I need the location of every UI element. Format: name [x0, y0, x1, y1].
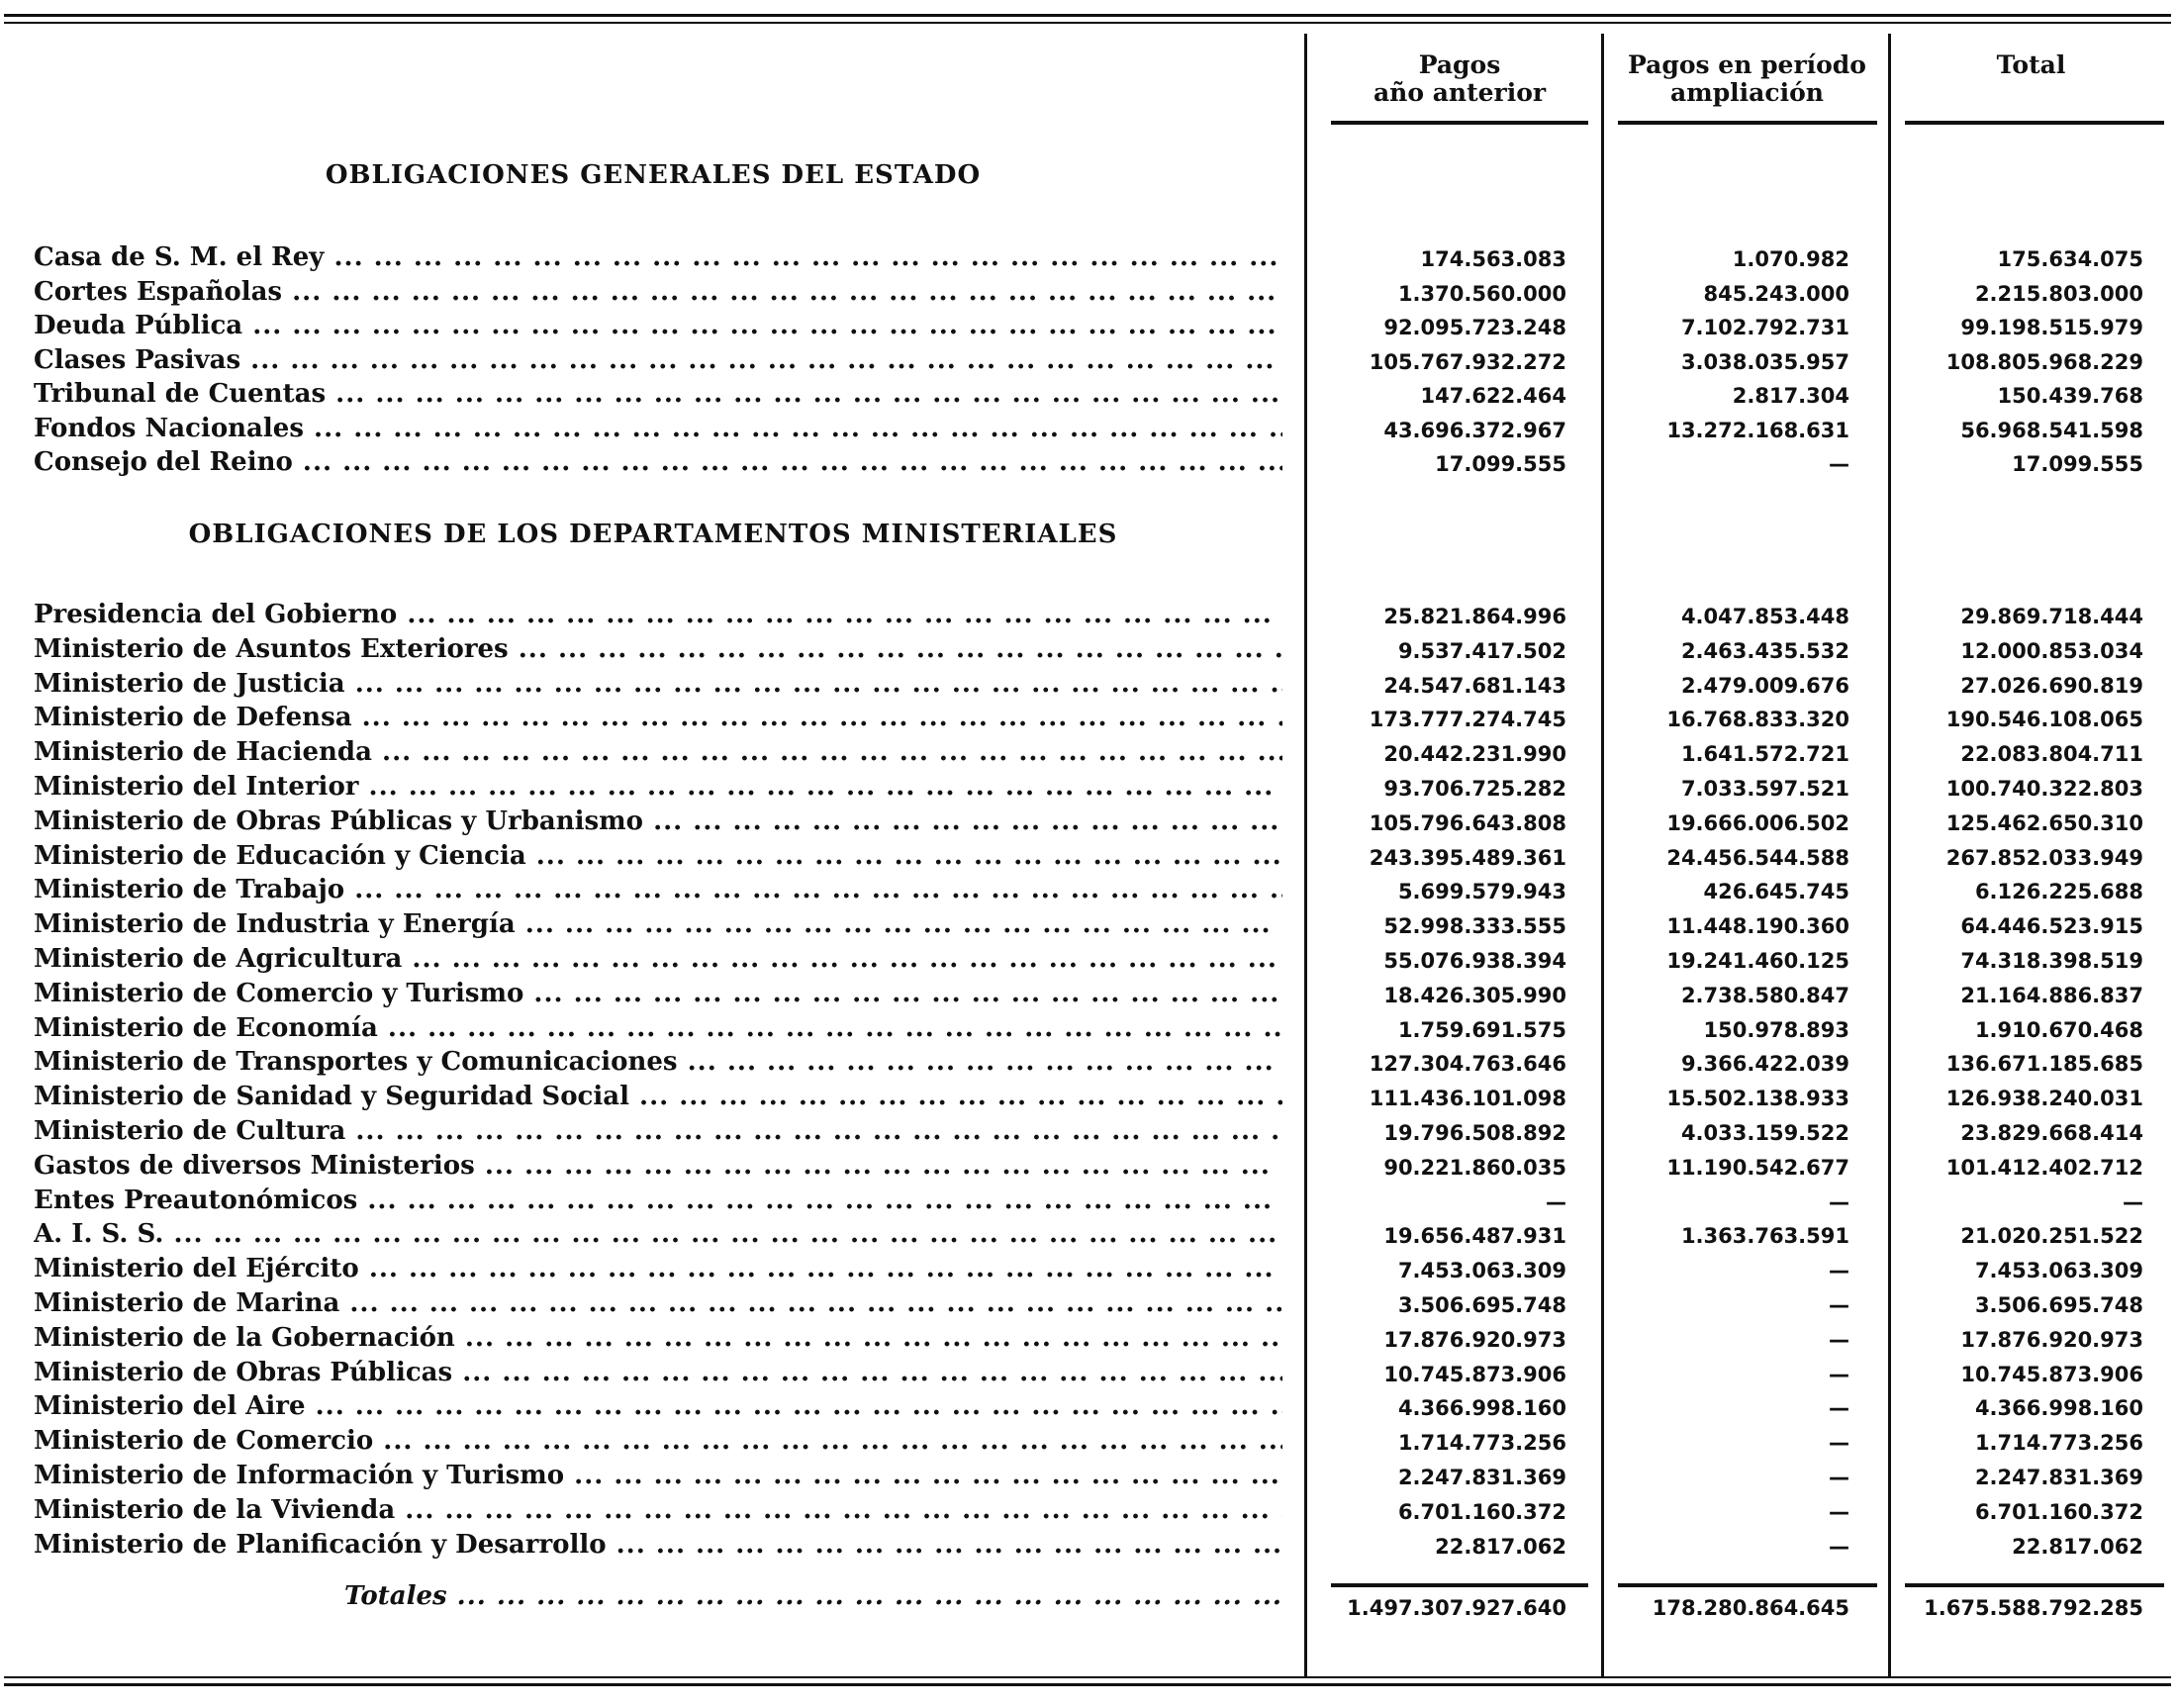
row-label: Ministerio de Hacienda ... .	[34, 735, 1282, 769]
value-extension-period: 150.978.893	[1703, 1017, 1849, 1042]
value-extension-period: 3.038.035.957	[1680, 349, 1849, 374]
value-extension-period: 15.502.138.933	[1666, 1087, 1849, 1111]
value-total: —	[2123, 1189, 2143, 1214]
value-previous-year: 92.095.723.248	[1383, 316, 1566, 339]
value-previous-year: 24.547.681.143	[1383, 673, 1566, 698]
table-row	[0, 873, 2178, 906]
table-row	[0, 598, 2178, 631]
row-label: Gastos de diversos Ministerios ... .	[34, 1149, 1282, 1183]
value-total: 12.000.853.034	[1960, 638, 2143, 663]
value-extension-period: 19.241.460.125	[1666, 949, 1849, 973]
value-previous-year: 20.442.231.990	[1383, 742, 1566, 767]
value-total: 10.745.873.906	[1960, 1362, 2143, 1386]
value-extension-period: —	[1829, 1293, 1849, 1317]
header-line: año anterior	[1373, 78, 1547, 107]
table-row	[0, 632, 2178, 666]
bottom-rule	[4, 1683, 2171, 1686]
table-row	[0, 701, 2178, 734]
value-extension-period: 11.190.542.677	[1666, 1155, 1849, 1180]
value-extension-period: —	[1829, 1466, 1849, 1489]
value-previous-year: 173.777.274.745	[1369, 708, 1566, 732]
value-total: 267.852.033.949	[1945, 845, 2143, 870]
table-row	[0, 1114, 2178, 1148]
value-previous-year: 19.796.508.892	[1383, 1121, 1566, 1145]
row-label: Tribunal de Cuentas ... .	[34, 377, 1282, 411]
value-extension-period: 13.272.168.631	[1666, 418, 1849, 442]
table-row	[0, 839, 2178, 873]
table-row	[0, 445, 2178, 479]
value-extension-period: —	[1829, 1327, 1849, 1352]
table-row	[0, 1424, 2178, 1458]
row-label: Ministerio de Comercio ... .	[34, 1424, 1282, 1458]
row-label: Ministerio de Asuntos Exteriores ... .	[34, 632, 1282, 666]
value-extension-period: 16.768.833.320	[1666, 708, 1849, 732]
row-label: Clases Pasivas ... .	[34, 343, 1282, 377]
table-row	[0, 907, 2178, 941]
row-label: Cortes Españolas ... .	[34, 275, 1282, 309]
column-header-total	[1905, 51, 2157, 79]
value-previous-year: 6.701.160.372	[1397, 1499, 1566, 1524]
value-extension-period: 7.033.597.521	[1680, 777, 1849, 801]
value-previous-year: 19.656.487.931	[1383, 1224, 1566, 1249]
table-row	[0, 1528, 2178, 1562]
row-label: Entes Preautonómicos ... .	[34, 1184, 1282, 1217]
value-extension-period: 7.102.792.731	[1680, 316, 1849, 339]
row-label: Ministerio de Trabajo ... .	[34, 873, 1282, 906]
value-previous-year: 43.696.372.967	[1383, 418, 1566, 442]
table-row	[0, 1252, 2178, 1285]
value-total: 23.829.668.414	[1960, 1121, 2143, 1145]
value-total: 150.439.768	[1997, 384, 2143, 408]
row-label: Ministerio de la Gobernación ... .	[34, 1321, 1282, 1355]
top-rule-thin	[4, 22, 2171, 24]
value-extension-period: 1.070.982	[1732, 247, 1849, 271]
value-total: 64.446.523.915	[1960, 914, 2143, 939]
row-label: Ministerio de Transportes y Comunicaciones ... .	[34, 1045, 1282, 1079]
row-label: Ministerio de Agricultura ... .	[34, 942, 1282, 976]
value-extension-period: 19.666.006.502	[1666, 810, 1849, 835]
table-row	[0, 1011, 2178, 1045]
value-previous-year: 55.076.938.394	[1383, 949, 1566, 973]
value-previous-year: 2.247.831.369	[1397, 1466, 1566, 1489]
value-total: 175.634.075	[1997, 247, 2143, 271]
value-previous-year: 4.366.998.160	[1397, 1396, 1566, 1421]
table-row	[0, 1080, 2178, 1113]
row-label: Deuda Pública ... .	[34, 309, 1282, 342]
header-line: Total	[1996, 50, 2066, 79]
row-label: Ministerio de Obras Públicas ... .	[34, 1356, 1282, 1389]
row-label: Ministerio de Justicia ... .	[34, 667, 1282, 701]
row-label: Ministerio de Obras Públicas y Urbanismo ... .	[34, 805, 1282, 838]
table-row	[0, 1286, 2178, 1320]
table-row	[0, 735, 2178, 769]
value-extension-period: —	[1829, 1362, 1849, 1386]
value-previous-year: 147.622.464	[1420, 384, 1566, 408]
value-total: 108.805.968.229	[1945, 349, 2143, 374]
section-title: OBLIGACIONES GENERALES DEL ESTADO	[325, 160, 982, 190]
header-line: ampliación	[1670, 78, 1824, 107]
header-underline	[1618, 121, 1877, 125]
value-previous-year: 18.426.305.990	[1383, 983, 1566, 1007]
value-total: 2.247.831.369	[1974, 1466, 2143, 1489]
value-previous-year: 1.370.560.000	[1397, 281, 1566, 306]
table-row	[0, 343, 2178, 377]
value-previous-year: 1.759.691.575	[1397, 1017, 1566, 1042]
value-extension-period: 2.817.304	[1732, 384, 1849, 408]
value-total: 101.412.402.712	[1945, 1155, 2143, 1180]
value-previous-year: 127.304.763.646	[1369, 1052, 1566, 1077]
value-total: 74.318.398.519	[1960, 949, 2143, 973]
value-total: 2.215.803.000	[1974, 281, 2143, 306]
value-previous-year: 93.706.725.282	[1383, 777, 1566, 801]
value-extension-period: 1.363.763.591	[1680, 1224, 1849, 1249]
row-label: Ministerio de Comercio y Turismo ... .	[34, 977, 1282, 1010]
bottom-rule-thin	[4, 1676, 2171, 1678]
value-previous-year: 5.699.579.943	[1397, 880, 1566, 904]
value-previous-year: 1.714.773.256	[1397, 1431, 1566, 1456]
value-extension-period: —	[1829, 1396, 1849, 1421]
value-extension-period: 4.033.159.522	[1680, 1121, 1849, 1145]
value-previous-year: 3.506.695.748	[1397, 1293, 1566, 1317]
row-label: Ministerio de Educación y Ciencia ... .	[34, 839, 1282, 873]
value-total: 1.714.773.256	[1974, 1431, 2143, 1456]
totals-total: 1.675.588.792.285	[1924, 1596, 2143, 1620]
table-row	[0, 1493, 2178, 1527]
value-total: 1.910.670.468	[1974, 1017, 2143, 1042]
value-extension-period: —	[1829, 1431, 1849, 1456]
header-line: Pagos	[1418, 50, 1501, 79]
table-row	[0, 805, 2178, 838]
value-total: 56.968.541.598	[1960, 418, 2143, 442]
row-label: Consejo del Reino ... .	[34, 445, 1282, 479]
value-previous-year: 25.821.864.996	[1383, 605, 1566, 628]
value-total: 17.099.555	[2012, 452, 2143, 476]
value-total: 6.701.160.372	[1974, 1499, 2143, 1524]
header-underline	[1331, 121, 1588, 125]
table-row	[0, 309, 2178, 342]
value-total: 6.126.225.688	[1974, 880, 2143, 904]
value-previous-year: 17.876.920.973	[1383, 1327, 1566, 1352]
table-row	[0, 1045, 2178, 1079]
value-extension-period: 426.645.745	[1703, 880, 1849, 904]
value-previous-year: 17.099.555	[1435, 452, 1566, 476]
row-label: Presidencia del Gobierno ... .	[34, 598, 1282, 631]
row-label: Ministerio del Interior ... .	[34, 770, 1282, 804]
row-label: Ministerio de Cultura ... .	[34, 1114, 1282, 1148]
table-row	[0, 942, 2178, 976]
value-total: 99.198.515.979	[1960, 316, 2143, 339]
top-rule	[4, 14, 2171, 17]
value-previous-year: —	[1546, 1189, 1566, 1214]
value-previous-year: 243.395.489.361	[1369, 845, 1566, 870]
table-row	[0, 1321, 2178, 1355]
value-extension-period: 24.456.544.588	[1666, 845, 1849, 870]
totals-extension-period: 178.280.864.645	[1652, 1596, 1849, 1620]
value-extension-period: 4.047.853.448	[1680, 605, 1849, 628]
value-extension-period: —	[1829, 1189, 1849, 1214]
table-row	[0, 1149, 2178, 1183]
row-label: Ministerio de la Vivienda ... .	[34, 1493, 1282, 1527]
totals-previous-year: 1.497.307.927.640	[1347, 1596, 1566, 1620]
row-label: Ministerio del Aire ... .	[34, 1389, 1282, 1423]
value-extension-period: 845.243.000	[1703, 281, 1849, 306]
value-total: 126.938.240.031	[1945, 1087, 2143, 1111]
table-row	[0, 240, 2178, 274]
value-total: 4.366.998.160	[1974, 1396, 2143, 1421]
value-extension-period: —	[1829, 1534, 1849, 1559]
row-label: A. I. S. S. ... .	[34, 1217, 1282, 1251]
value-total: 27.026.690.819	[1960, 673, 2143, 698]
table-row	[0, 412, 2178, 445]
value-previous-year: 9.537.417.502	[1397, 638, 1566, 663]
value-total: 3.506.695.748	[1974, 1293, 2143, 1317]
table-row	[0, 977, 2178, 1010]
row-label: Fondos Nacionales ... .	[34, 412, 1282, 445]
table-row	[0, 770, 2178, 804]
value-extension-period: 2.738.580.847	[1680, 983, 1849, 1007]
value-previous-year: 10.745.873.906	[1383, 1362, 1566, 1386]
table-row	[0, 1356, 2178, 1389]
value-total: 136.671.185.685	[1945, 1052, 2143, 1077]
value-extension-period: —	[1829, 1259, 1849, 1283]
section-title: OBLIGACIONES DE LOS DEPARTAMENTOS MINISTERIALES	[188, 520, 1118, 549]
value-total: 21.020.251.522	[1960, 1224, 2143, 1249]
value-total: 100.740.322.803	[1945, 777, 2143, 801]
value-extension-period: —	[1829, 452, 1849, 476]
value-previous-year: 7.453.063.309	[1397, 1259, 1566, 1283]
row-label: Ministerio de Sanidad y Seguridad Social ... .	[34, 1080, 1282, 1113]
row-label: Ministerio de Marina ... .	[34, 1286, 1282, 1320]
row-label: Ministerio de Economía ... .	[34, 1011, 1282, 1045]
row-label: Ministerio del Ejército ... .	[34, 1252, 1282, 1285]
row-label: Ministerio de Planificación y Desarrollo ... .	[34, 1528, 1282, 1562]
value-total: 125.462.650.310	[1945, 810, 2143, 835]
value-total: 21.164.886.837	[1960, 983, 2143, 1007]
row-label: Ministerio de Industria y Energía ... .	[34, 907, 1282, 941]
header-line: Pagos en período	[1628, 50, 1866, 79]
column-header-extension-period	[1621, 51, 1873, 107]
table-row	[0, 1389, 2178, 1423]
totals-label: Totales ... .	[34, 1579, 1282, 1613]
table-row	[0, 1184, 2178, 1217]
totals-row	[0, 1579, 2178, 1620]
column-header-previous-year	[1331, 51, 1588, 107]
header-underline	[1905, 121, 2164, 125]
value-previous-year: 111.436.101.098	[1369, 1087, 1566, 1111]
value-extension-period: 9.366.422.039	[1680, 1052, 1849, 1077]
value-total: 22.817.062	[2012, 1534, 2143, 1559]
value-total: 29.869.718.444	[1960, 605, 2143, 628]
value-extension-period: 2.479.009.676	[1680, 673, 1849, 698]
row-label: Ministerio de Información y Turismo ... .	[34, 1459, 1282, 1492]
value-extension-period: 11.448.190.360	[1666, 914, 1849, 939]
value-extension-period: 1.641.572.721	[1680, 742, 1849, 767]
row-label: Ministerio de Defensa ... .	[34, 701, 1282, 734]
value-extension-period: —	[1829, 1499, 1849, 1524]
value-extension-period: 2.463.435.532	[1680, 638, 1849, 663]
value-previous-year: 105.796.643.808	[1369, 810, 1566, 835]
table-row	[0, 275, 2178, 309]
value-previous-year: 90.221.860.035	[1383, 1155, 1566, 1180]
table-row	[0, 377, 2178, 411]
table-row	[0, 1459, 2178, 1492]
value-previous-year: 22.817.062	[1435, 1534, 1566, 1559]
value-previous-year: 105.767.932.272	[1369, 349, 1566, 374]
value-total: 7.453.063.309	[1974, 1259, 2143, 1283]
value-previous-year: 52.998.333.555	[1383, 914, 1566, 939]
value-previous-year: 174.563.083	[1420, 247, 1566, 271]
value-total: 22.083.804.711	[1960, 742, 2143, 767]
table-row	[0, 1217, 2178, 1251]
table-row	[0, 667, 2178, 701]
row-label: Casa de S. M. el Rey ... .	[34, 240, 1282, 274]
value-total: 190.546.108.065	[1945, 708, 2143, 732]
value-total: 17.876.920.973	[1960, 1327, 2143, 1352]
